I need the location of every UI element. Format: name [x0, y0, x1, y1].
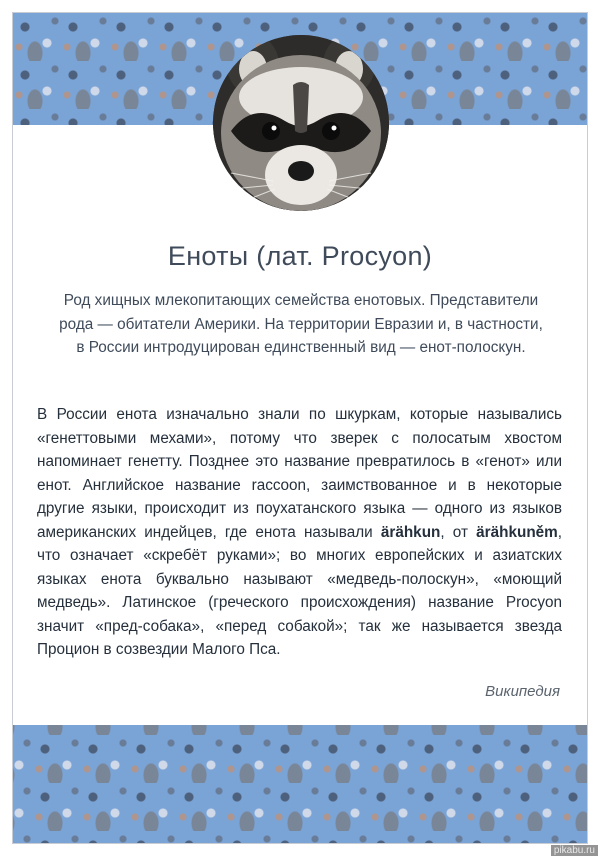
- body-part-3: , что означает «скребёт руками»; во многих европейских и азиатских языках енота буквально называют «медведь-полоскун», «моющий медведь». Латинское (греческого происхождения) название Procyon значит «пред-собака», «перед собакой»; так же называется звезда Процион в созвездии Малого Пса.: [37, 523, 563, 658]
- source-attribution: Википедия: [485, 683, 560, 700]
- info-card: [12, 12, 588, 844]
- raccoon-face-image: [213, 35, 389, 211]
- site-watermark: pikabu.ru: [551, 845, 598, 856]
- page-title: Еноты (лат. Procyon): [167, 241, 433, 271]
- article-body: [37, 403, 562, 662]
- raccoon-photo: [213, 35, 389, 211]
- body-part-2: , от: [440, 523, 468, 541]
- body-part-1: В России енота изначально знали по шкуркам, которые назывались «генеттовыми мехами», потому что зверек с полосатым хвостом напоминает генетту. Позднее это название превратилось в «генот» или енот. Английское название raccoon, заимствованное и в некоторые другие языки, происходит из поухатанского языка — одного из языков американских индейцев, где енота называли: [37, 406, 562, 541]
- subtitle-description: Род хищных млекопитающих семейства енотовых. Представители рода — обитатели Америки. На территории Евразии и, в частности, в России интродуцирован единственный вид — енот-полоскун.: [59, 292, 543, 356]
- term-arahkun: ärähkun: [380, 523, 441, 541]
- term-arahkunem: ärähkuněm: [476, 523, 558, 541]
- raccoon-pattern-footer: [13, 725, 587, 843]
